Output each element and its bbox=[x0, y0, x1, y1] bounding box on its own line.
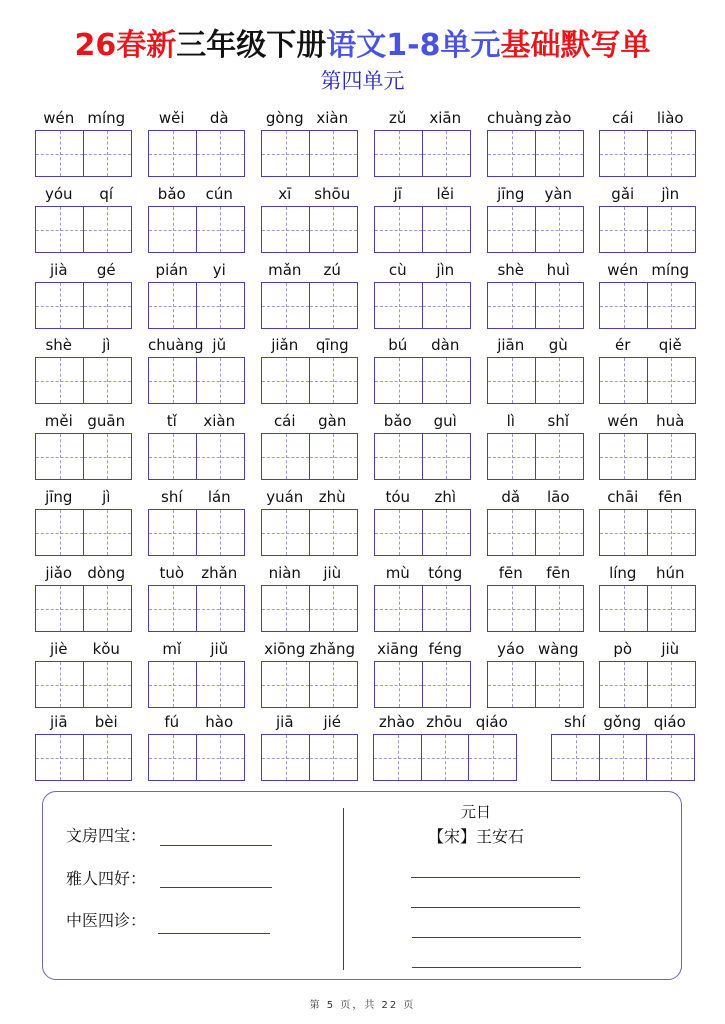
character-writing-box[interactable] bbox=[35, 433, 84, 480]
character-writing-box[interactable] bbox=[551, 734, 600, 781]
pinyin-label: lěi bbox=[436, 185, 455, 203]
character-writing-box[interactable] bbox=[309, 734, 358, 781]
character-writing-box[interactable] bbox=[374, 433, 423, 480]
character-writing-box[interactable] bbox=[309, 661, 358, 708]
pinyin-label: mù bbox=[385, 564, 410, 582]
character-writing-box[interactable] bbox=[148, 509, 197, 556]
character-writing-box[interactable] bbox=[535, 661, 584, 708]
character-writing-box[interactable] bbox=[422, 206, 471, 253]
character-writing-box[interactable] bbox=[535, 130, 584, 177]
pinyin-label: yi bbox=[212, 261, 226, 279]
pinyin-label: qiáo bbox=[653, 713, 686, 731]
pinyin-label: tóu bbox=[385, 488, 411, 506]
pinyin-label: mǐ bbox=[162, 640, 182, 658]
character-writing-box[interactable] bbox=[468, 734, 517, 781]
pinyin-label: jiā bbox=[275, 713, 294, 731]
character-writing-box[interactable] bbox=[309, 206, 358, 253]
pinyin-label: zhǎng bbox=[309, 640, 356, 658]
pinyin-label: zào bbox=[545, 109, 572, 127]
pinyin-label: chāi bbox=[607, 488, 639, 506]
pinyin-label: féng bbox=[428, 640, 463, 658]
character-writing-box[interactable] bbox=[599, 130, 648, 177]
pinyin-label: bǎo bbox=[157, 185, 186, 203]
pinyin-label: fú bbox=[164, 713, 180, 731]
character-writing-box[interactable] bbox=[646, 734, 695, 781]
character-writing-box[interactable] bbox=[196, 509, 245, 556]
character-writing-box[interactable] bbox=[487, 433, 536, 480]
pinyin-label: ér bbox=[615, 336, 631, 354]
character-writing-box[interactable] bbox=[196, 206, 245, 253]
character-writing-box[interactable] bbox=[148, 734, 197, 781]
pinyin-label: jiù bbox=[661, 640, 680, 658]
character-writing-box[interactable] bbox=[374, 661, 423, 708]
character-writing-box[interactable] bbox=[422, 585, 471, 632]
pinyin-label: míng bbox=[651, 261, 690, 279]
pinyin-label: xiàn bbox=[316, 109, 349, 127]
character-writing-box[interactable] bbox=[487, 357, 536, 404]
character-writing-box[interactable] bbox=[196, 734, 245, 781]
character-writing-box[interactable] bbox=[35, 661, 84, 708]
character-writing-box[interactable] bbox=[599, 357, 648, 404]
character-writing-box[interactable] bbox=[35, 130, 84, 177]
pinyin-label: gù bbox=[548, 336, 568, 354]
pinyin-label: niàn bbox=[268, 564, 301, 582]
poem-line-blank-1[interactable] bbox=[411, 877, 580, 878]
character-writing-box[interactable] bbox=[599, 661, 648, 708]
pinyin-label: lì bbox=[506, 412, 515, 430]
pinyin-label: cún bbox=[205, 185, 233, 203]
pinyin-label: pián bbox=[155, 261, 188, 279]
character-writing-box[interactable] bbox=[647, 585, 696, 632]
character-writing-box[interactable] bbox=[422, 282, 471, 329]
pinyin-label: tuò bbox=[159, 564, 185, 582]
pinyin-label: wén bbox=[43, 109, 75, 127]
character-writing-box[interactable] bbox=[148, 661, 197, 708]
pinyin-label: mǎn bbox=[268, 261, 302, 279]
pinyin-label: cái bbox=[611, 109, 634, 127]
pinyin-label: zhào bbox=[378, 713, 415, 731]
pinyin-label: yáo bbox=[497, 640, 525, 658]
character-writing-box[interactable] bbox=[35, 206, 84, 253]
character-writing-box[interactable] bbox=[196, 661, 245, 708]
character-writing-box[interactable] bbox=[83, 661, 132, 708]
character-writing-box[interactable] bbox=[487, 585, 536, 632]
answer-blank-zhongyi[interactable] bbox=[158, 933, 270, 934]
question-label-zhongyi: 中医四诊： bbox=[66, 911, 147, 930]
pinyin-label: wěi bbox=[158, 109, 185, 127]
pinyin-label: jiǎo bbox=[45, 564, 73, 582]
answer-blank-yaren[interactable] bbox=[160, 887, 272, 888]
character-writing-box[interactable] bbox=[535, 433, 584, 480]
character-writing-box[interactable] bbox=[599, 585, 648, 632]
character-writing-box[interactable] bbox=[309, 433, 358, 480]
pinyin-label: yàn bbox=[544, 185, 573, 203]
character-writing-box[interactable] bbox=[83, 130, 132, 177]
unit-subtitle: 第四单元 bbox=[320, 69, 405, 93]
character-writing-box[interactable] bbox=[374, 357, 423, 404]
pinyin-label: jiè bbox=[49, 640, 68, 658]
character-writing-box[interactable] bbox=[83, 357, 132, 404]
pinyin-label: tǐ bbox=[166, 412, 177, 430]
character-writing-box[interactable] bbox=[647, 509, 696, 556]
character-writing-box[interactable] bbox=[196, 357, 245, 404]
pinyin-label: dǎ bbox=[501, 488, 521, 506]
character-writing-box[interactable] bbox=[261, 585, 310, 632]
pinyin-label: jīng bbox=[497, 185, 525, 203]
character-writing-box[interactable] bbox=[535, 282, 584, 329]
poem-line-blank-4[interactable] bbox=[412, 967, 581, 968]
character-writing-box[interactable] bbox=[196, 585, 245, 632]
character-writing-box[interactable] bbox=[422, 661, 471, 708]
pinyin-label: lāo bbox=[546, 488, 570, 506]
character-writing-box[interactable] bbox=[535, 509, 584, 556]
character-writing-box[interactable] bbox=[148, 130, 197, 177]
pinyin-label: jiā bbox=[49, 713, 68, 731]
pinyin-label: jiǔ bbox=[210, 640, 229, 658]
character-writing-box[interactable] bbox=[148, 282, 197, 329]
pinyin-label: zǔ bbox=[389, 109, 407, 127]
pinyin-label: fēn bbox=[498, 564, 523, 582]
pinyin-label: gòng bbox=[265, 109, 304, 127]
pinyin-label: shōu bbox=[314, 185, 351, 203]
pinyin-label: jié bbox=[323, 713, 342, 731]
pinyin-label: xiàn bbox=[203, 412, 236, 430]
character-writing-box[interactable] bbox=[35, 282, 84, 329]
pinyin-label: wén bbox=[607, 261, 639, 279]
pinyin-label: jì bbox=[102, 488, 111, 506]
pinyin-label: zhǎn bbox=[201, 564, 238, 582]
character-writing-box[interactable] bbox=[647, 433, 696, 480]
pinyin-label: gǒng bbox=[603, 713, 642, 731]
character-writing-box[interactable] bbox=[261, 282, 310, 329]
pinyin-label: shí bbox=[161, 488, 183, 506]
pinyin-label: jì bbox=[102, 336, 111, 354]
pinyin-label: chuàng bbox=[487, 109, 543, 127]
pinyin-label: jīng bbox=[45, 488, 73, 506]
pinyin-label: zú bbox=[323, 261, 341, 279]
pinyin-label: shè bbox=[497, 261, 525, 279]
pinyin-label: gé bbox=[96, 261, 116, 279]
pinyin-label: gǎi bbox=[611, 185, 635, 203]
pinyin-label: bú bbox=[388, 336, 408, 354]
pinyin-label: bèi bbox=[94, 713, 118, 731]
character-writing-box[interactable] bbox=[374, 130, 423, 177]
character-writing-box[interactable] bbox=[422, 357, 471, 404]
pinyin-label: jiù bbox=[323, 564, 342, 582]
pinyin-label: fēn bbox=[546, 564, 571, 582]
pinyin-label: qiě bbox=[658, 336, 682, 354]
title-part-1: 26春新 bbox=[74, 28, 177, 63]
pinyin-label: bǎo bbox=[383, 412, 412, 430]
pinyin-label: tóng bbox=[428, 564, 463, 582]
character-writing-box[interactable] bbox=[83, 433, 132, 480]
question-label-yaren: 雅人四好： bbox=[66, 869, 147, 888]
pinyin-label: míng bbox=[87, 109, 126, 127]
pinyin-label: dòng bbox=[87, 564, 126, 582]
pinyin-label: pò bbox=[613, 640, 633, 658]
pinyin-label: chuàng bbox=[148, 336, 204, 354]
poem-title: 元日 bbox=[460, 803, 491, 821]
answer-blank-wenfang[interactable] bbox=[160, 845, 272, 846]
character-writing-box[interactable] bbox=[261, 661, 310, 708]
pinyin-label: jī bbox=[393, 185, 402, 203]
pinyin-label: shí bbox=[564, 713, 586, 731]
character-writing-box[interactable] bbox=[599, 734, 648, 781]
pinyin-label: jìn bbox=[436, 261, 455, 279]
character-writing-box[interactable] bbox=[374, 509, 423, 556]
character-writing-box[interactable] bbox=[196, 282, 245, 329]
character-writing-box[interactable] bbox=[309, 282, 358, 329]
character-writing-box[interactable] bbox=[83, 206, 132, 253]
pinyin-label: jǔ bbox=[212, 336, 227, 354]
character-writing-box[interactable] bbox=[373, 734, 422, 781]
pinyin-label: shǐ bbox=[547, 412, 569, 430]
page-title bbox=[0, 28, 725, 64]
character-writing-box[interactable] bbox=[487, 509, 536, 556]
pinyin-label: dà bbox=[209, 109, 229, 127]
pinyin-label: shè bbox=[45, 336, 73, 354]
pinyin-label: qīng bbox=[315, 336, 349, 354]
character-writing-box[interactable] bbox=[309, 585, 358, 632]
pinyin-label: hún bbox=[655, 564, 685, 582]
pinyin-label: jiǎn bbox=[271, 336, 299, 354]
character-writing-box[interactable] bbox=[35, 585, 84, 632]
character-writing-box[interactable] bbox=[148, 357, 197, 404]
pinyin-label: zhì bbox=[434, 488, 457, 506]
pinyin-label: xiōng bbox=[264, 640, 306, 658]
character-writing-box[interactable] bbox=[83, 282, 132, 329]
character-writing-box[interactable] bbox=[487, 282, 536, 329]
title-part-2: 三年级下册 bbox=[176, 28, 327, 63]
page-footer: 第 5 页，共 22 页 bbox=[309, 1000, 416, 1011]
character-writing-box[interactable] bbox=[309, 357, 358, 404]
character-writing-box[interactable] bbox=[35, 357, 84, 404]
pinyin-label: líng bbox=[609, 564, 637, 582]
pinyin-label: jìn bbox=[661, 185, 680, 203]
character-writing-box[interactable] bbox=[148, 433, 197, 480]
pinyin-label: qí bbox=[99, 185, 114, 203]
poem-line-blank-3[interactable] bbox=[412, 937, 581, 938]
pinyin-label: fēn bbox=[658, 488, 683, 506]
character-writing-box[interactable] bbox=[487, 206, 536, 253]
character-writing-box[interactable] bbox=[535, 206, 584, 253]
pinyin-label: yuán bbox=[266, 488, 304, 506]
pinyin-label: zhōu bbox=[426, 713, 463, 731]
character-writing-box[interactable] bbox=[599, 282, 648, 329]
pinyin-label: yóu bbox=[44, 185, 73, 203]
character-writing-box[interactable] bbox=[83, 509, 132, 556]
pinyin-label: jià bbox=[49, 261, 68, 279]
character-writing-box[interactable] bbox=[599, 433, 648, 480]
character-writing-box[interactable] bbox=[35, 734, 84, 781]
character-writing-box[interactable] bbox=[196, 130, 245, 177]
pinyin-label: měi bbox=[44, 412, 73, 430]
character-writing-box[interactable] bbox=[421, 734, 470, 781]
pinyin-label: wàng bbox=[538, 640, 579, 658]
pinyin-label: gàn bbox=[318, 412, 347, 430]
character-writing-box[interactable] bbox=[261, 206, 310, 253]
character-writing-box[interactable] bbox=[148, 585, 197, 632]
character-writing-box[interactable] bbox=[422, 130, 471, 177]
character-writing-box[interactable] bbox=[261, 734, 310, 781]
title-part-3: 语文1-8单元 bbox=[326, 28, 501, 63]
character-writing-box[interactable] bbox=[83, 585, 132, 632]
pinyin-label: jiān bbox=[497, 336, 525, 354]
character-writing-box[interactable] bbox=[647, 206, 696, 253]
pinyin-label: xiān bbox=[429, 109, 462, 127]
pinyin-label: lán bbox=[207, 488, 231, 506]
character-writing-box[interactable] bbox=[261, 357, 310, 404]
pinyin-label: cái bbox=[273, 412, 296, 430]
character-writing-box[interactable] bbox=[83, 734, 132, 781]
pinyin-label: guān bbox=[87, 412, 126, 430]
character-writing-box[interactable] bbox=[261, 433, 310, 480]
title-part-4: 基础默写单 bbox=[500, 28, 651, 63]
pinyin-label: hào bbox=[205, 713, 234, 731]
pinyin-label: dàn bbox=[431, 336, 460, 354]
character-writing-box[interactable] bbox=[196, 433, 245, 480]
character-writing-box[interactable] bbox=[422, 509, 471, 556]
pinyin-label: kǒu bbox=[92, 640, 120, 658]
character-writing-box[interactable] bbox=[647, 661, 696, 708]
pinyin-label: xiāng bbox=[377, 640, 419, 658]
character-writing-box[interactable] bbox=[422, 433, 471, 480]
pinyin-label: wén bbox=[607, 412, 639, 430]
pinyin-label: huì bbox=[546, 261, 570, 279]
character-writing-box[interactable] bbox=[261, 509, 310, 556]
pinyin-label: guì bbox=[433, 412, 457, 430]
pinyin-label: qiáo bbox=[475, 713, 508, 731]
pinyin-label: cù bbox=[388, 261, 407, 279]
poem-line-blank-2[interactable] bbox=[411, 907, 580, 908]
pinyin-label: xī bbox=[278, 185, 292, 203]
character-writing-box[interactable] bbox=[535, 585, 584, 632]
character-writing-box[interactable] bbox=[374, 206, 423, 253]
pinyin-label: liào bbox=[656, 109, 684, 127]
character-writing-box[interactable] bbox=[148, 206, 197, 253]
character-writing-box[interactable] bbox=[535, 357, 584, 404]
character-writing-box[interactable] bbox=[309, 509, 358, 556]
character-writing-box[interactable] bbox=[599, 509, 648, 556]
character-writing-box[interactable] bbox=[487, 661, 536, 708]
character-writing-box[interactable] bbox=[374, 282, 423, 329]
character-writing-box[interactable] bbox=[647, 282, 696, 329]
question-label-wenfang: 文房四宝： bbox=[66, 826, 147, 845]
character-writing-box[interactable] bbox=[309, 130, 358, 177]
character-writing-box[interactable] bbox=[599, 206, 648, 253]
character-writing-box[interactable] bbox=[647, 130, 696, 177]
character-writing-box[interactable] bbox=[35, 509, 84, 556]
pinyin-label: zhù bbox=[318, 488, 346, 506]
character-writing-box[interactable] bbox=[647, 357, 696, 404]
pinyin-label: huà bbox=[656, 412, 685, 430]
character-writing-box[interactable] bbox=[261, 130, 310, 177]
poem-author: 【宋】王安石 bbox=[427, 827, 524, 846]
character-writing-box[interactable] bbox=[374, 585, 423, 632]
character-writing-box[interactable] bbox=[487, 130, 536, 177]
